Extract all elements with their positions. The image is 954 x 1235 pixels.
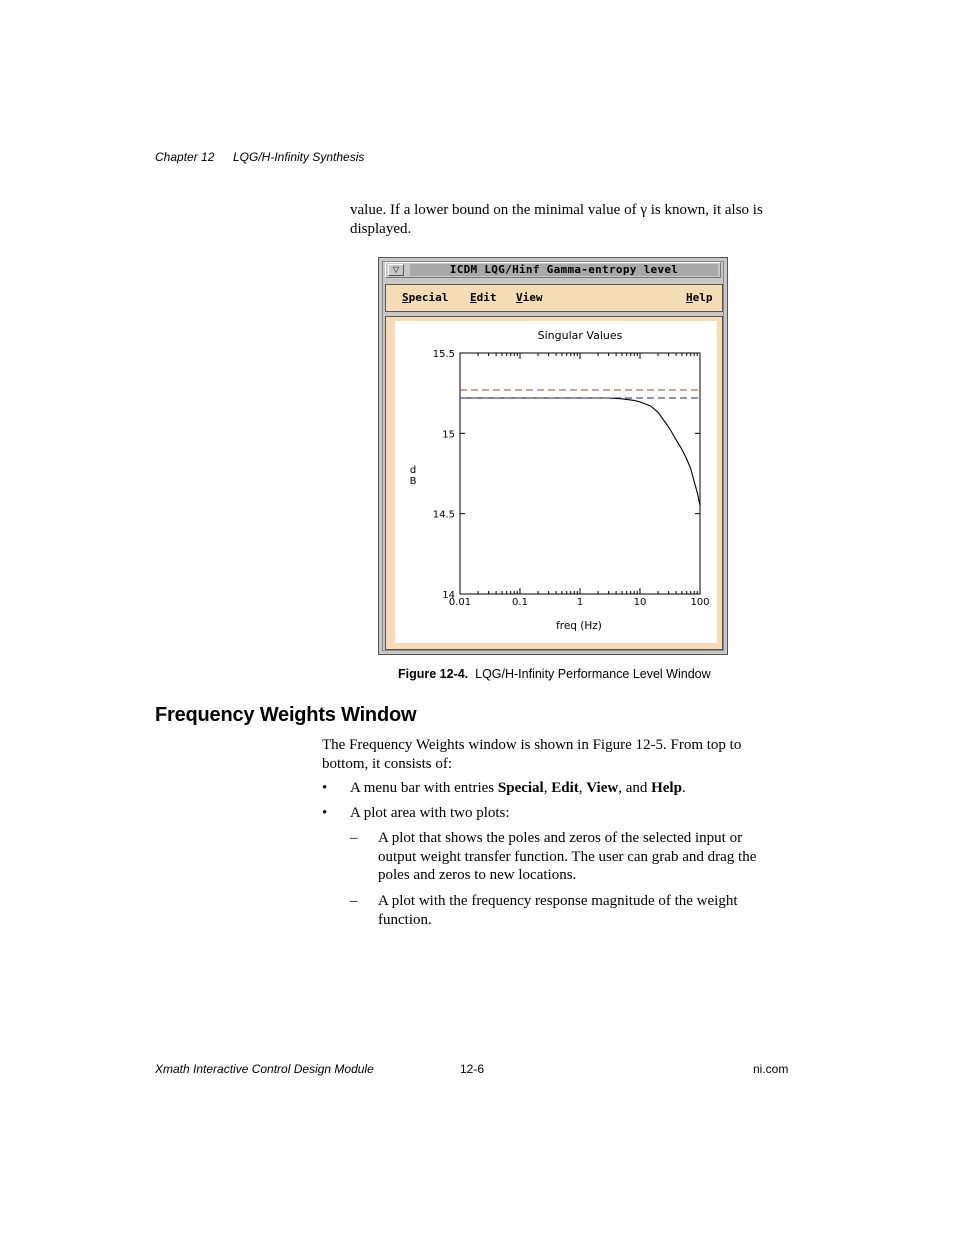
y-axis-label-char: B [409, 476, 417, 487]
term-help: Help [651, 780, 682, 796]
chapter-title: LQG/H-Infinity Synthesis [233, 150, 365, 164]
dash-mark: – [350, 893, 358, 909]
running-header [155, 150, 364, 164]
axis-ticks [433, 349, 710, 608]
footer-left: Xmath Interactive Control Design Module [155, 1062, 374, 1076]
bullet-plot-area: A plot area with two plots: [350, 805, 510, 821]
sub1-line-1: A plot that shows the poles and zeros of the selected input or [378, 830, 743, 846]
window-menu-button[interactable] [388, 264, 404, 276]
section-paragraph [322, 736, 741, 773]
term-view: View [586, 780, 619, 796]
menu-bar [385, 284, 723, 312]
gamma-entropy-window [378, 257, 728, 655]
menu-edit[interactable]: Edit [470, 291, 497, 304]
plot-frame [385, 316, 723, 650]
y-tick-label: 15.5 [432, 349, 455, 360]
series-lines [460, 390, 700, 506]
sub1-line-2: output weight transfer function. The user can grab and drag the [378, 848, 757, 865]
menu-help[interactable]: Help [686, 291, 713, 304]
section-para-line-1: The Frequency Weights window is shown in Figure 12-5. From top to [322, 737, 742, 753]
sub2-line-1: A plot with the frequency response magnitude of the weight [378, 893, 738, 909]
y-tick-label: 14 [442, 590, 455, 601]
sub-bullet-frequency-response [378, 892, 738, 929]
intro-line-2: displayed. [350, 220, 412, 237]
term-edit: Edit [551, 780, 579, 796]
y-tick-label: 15 [442, 429, 455, 441]
footer-page-number: 12-6 [460, 1062, 485, 1076]
x-tick-label: 100 [690, 597, 710, 608]
intro-line-1: value. If a lower bound on the minimal value of γ is known, it also is [350, 202, 763, 218]
menu-special[interactable]: Special [402, 291, 449, 304]
dash-mark: – [350, 830, 358, 846]
sub2-line-2: function. [378, 911, 432, 928]
y-tick-label: 14.5 [432, 509, 455, 521]
section-para-line-2: bottom, it consists of: [322, 755, 453, 772]
x-tick-label: 0.1 [512, 597, 528, 608]
singular-value-curve [460, 398, 700, 506]
plot-area [395, 321, 717, 643]
figure-number: Figure 12-4. [398, 667, 469, 681]
intro-paragraph [350, 201, 763, 238]
sub1-line-3: poles and zeros to new locations. [378, 867, 577, 883]
y-axis-label-char: d [409, 465, 417, 476]
section-heading: Frequency Weights Window [155, 704, 417, 726]
bullet-menu-bar: A menu bar with entries Special, Edit, View, and Help. [350, 780, 686, 796]
singular-values-chart [395, 321, 717, 643]
figure-caption [398, 667, 711, 681]
bullet-mark: • [322, 805, 328, 821]
x-axis-label: freq (Hz) [556, 620, 602, 632]
window-titlebar[interactable] [385, 262, 721, 278]
footer-right: ni.com [753, 1062, 789, 1076]
term-special: Special [497, 780, 544, 796]
menu-view[interactable]: View [516, 291, 543, 304]
chapter-label: Chapter 12 [155, 150, 215, 164]
sub-bullet-poles-zeros [378, 829, 756, 885]
x-tick-label: 0.01 [448, 597, 472, 608]
y-axis-label [410, 465, 417, 487]
triangle-down-icon: ▽ [392, 265, 400, 274]
x-tick-label: 10 [633, 597, 647, 608]
window-title: ICDM LQG/Hinf Gamma-entropy level [410, 264, 718, 276]
bullet-mark: • [322, 780, 328, 796]
x-tick-label: 1 [576, 597, 584, 608]
figure-caption-text: LQG/H-Infinity Performance Level Window [475, 667, 711, 681]
chart-title: Singular Values [537, 329, 623, 342]
plot-border [460, 353, 700, 594]
